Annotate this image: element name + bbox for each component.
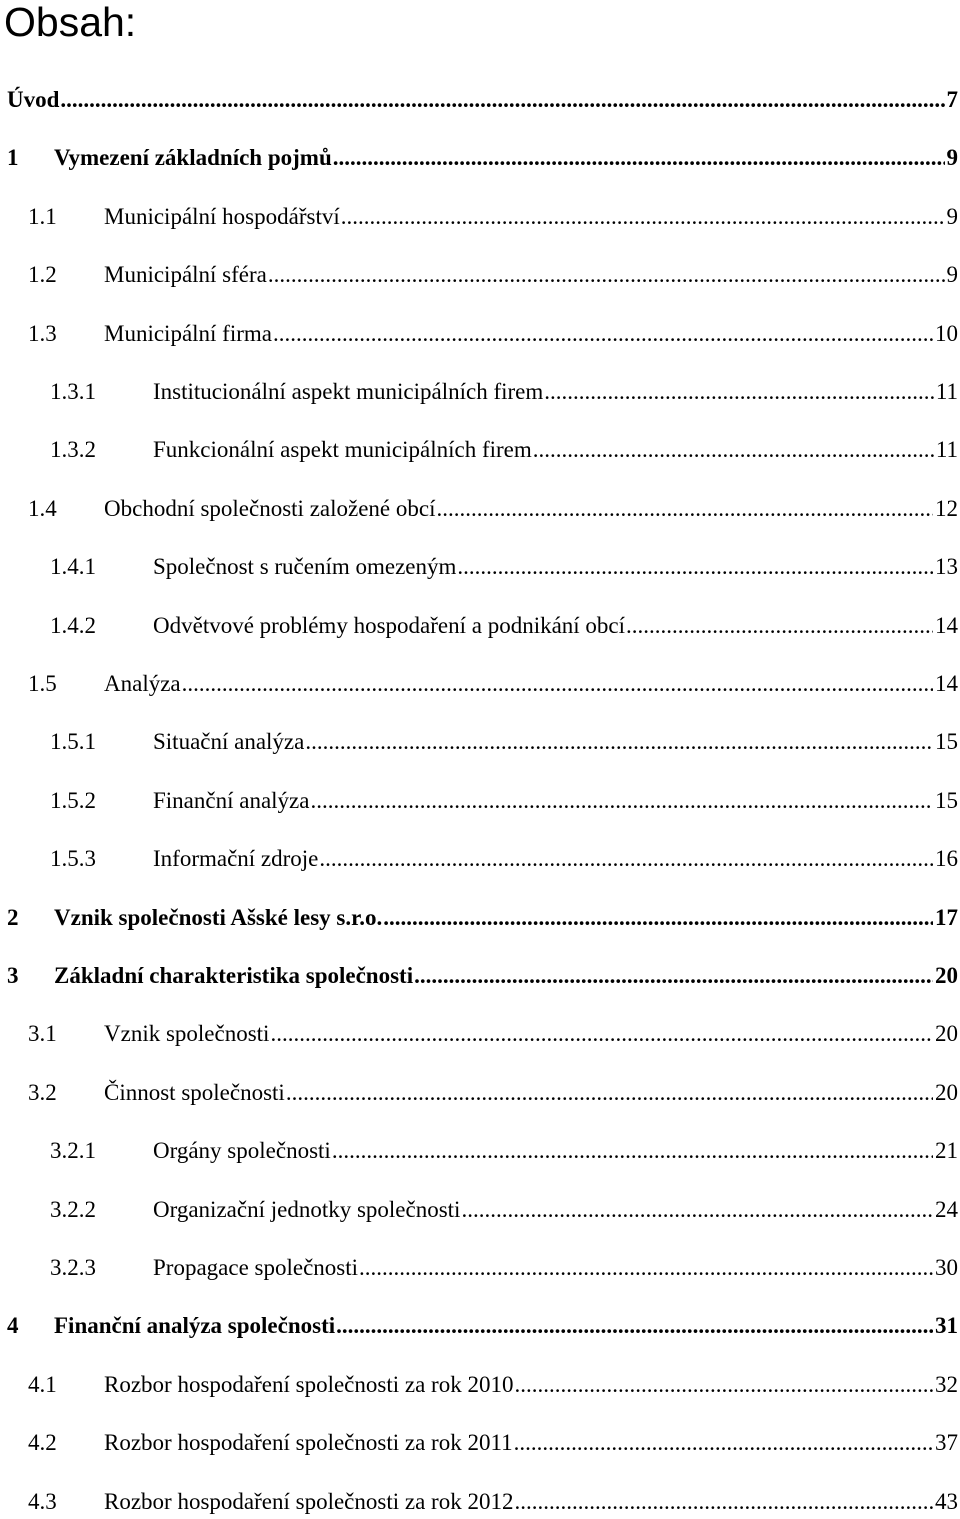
toc-entry-page-number: 11 [935,379,958,404]
toc-entry-number: 3.2 [28,1080,57,1105]
toc-dot-leader [182,669,933,699]
toc-dot-leader [533,435,934,465]
toc-dot-leader [270,1019,933,1049]
toc-entry-title: Vznik společnosti [104,1021,270,1046]
toc-entry-page-number: 20 [935,1021,958,1046]
toc-entry[interactable] [0,494,958,524]
toc-entry-page-number: 13 [935,554,958,579]
toc-entry-page-number: 10 [935,321,958,346]
toc-entry-number: 3.2.1 [50,1138,96,1163]
toc-entry[interactable] [0,1487,958,1517]
toc-entry-title: Odvětvové problémy hospodaření a podnikání obcí [153,613,626,638]
toc-entry-page-number: 9 [946,262,958,287]
toc-entry-number: 1.5.3 [50,846,96,871]
toc-dot-leader [341,202,945,232]
toc-dot-leader [359,1253,933,1283]
toc-entry-page-number: 14 [935,613,958,638]
toc-entry[interactable] [0,1311,958,1341]
toc-entry-title: Obchodní společnosti založené obcí [104,496,436,521]
toc-entry-page-number: 11 [935,437,958,462]
toc-entry[interactable] [0,435,958,465]
toc-entry-number: 3.1 [28,1021,57,1046]
toc-entry[interactable] [0,143,958,173]
toc-entry-number: 1.4.2 [50,613,96,638]
toc-entry-title: Analýza [104,671,181,696]
toc-entry-title: Municipální firma [104,321,272,346]
toc-entry-title: Finanční analýza [153,788,310,813]
toc-entry-title: Rozbor hospodaření společnosti za rok 2011 [104,1430,513,1455]
toc-entry[interactable] [0,1195,958,1225]
toc-entry-number: 4 [7,1313,19,1338]
toc-entry-page-number: 14 [935,671,958,696]
toc-entry-title: Municipální sféra [104,262,267,287]
toc-dot-leader [514,1428,933,1458]
toc-entry[interactable] [0,85,958,115]
toc-entry[interactable] [0,1370,958,1400]
toc-entry-number: 4.2 [28,1430,57,1455]
toc-entry[interactable] [0,1253,958,1283]
toc-entry-number: 1 [7,145,19,170]
toc-entry-number: 1.3 [28,321,57,346]
toc-entry-page-number: 43 [935,1489,958,1514]
toc-entry-title: Orgány společnosti [153,1138,331,1163]
toc-entry[interactable] [0,377,958,407]
toc-entry[interactable] [0,1019,958,1049]
toc-dot-leader [333,143,945,173]
toc-entry[interactable] [0,1428,958,1458]
toc-entry-title: Finanční analýza společnosti [54,1313,336,1338]
toc-entry-title: Úvod [7,87,60,112]
toc-entry[interactable] [0,727,958,757]
toc-entry-page-number: 16 [935,846,958,871]
toc-entry-number: 1.4.1 [50,554,96,579]
toc-dot-leader [286,1078,933,1108]
toc-entry-title: Vznik společnosti Ašské lesy s.r.o. [54,905,383,930]
toc-entry[interactable] [0,319,958,349]
toc-entry-page-number: 17 [935,905,958,930]
toc-entry[interactable] [0,903,958,933]
toc-entry-number: 1.1 [28,204,57,229]
toc-entry-page-number: 20 [935,963,958,988]
toc-dot-leader [514,1487,933,1517]
toc-dot-leader [626,611,933,641]
toc-entry-title: Činnost společnosti [104,1080,285,1105]
toc-entry-title: Základní charakteristika společnosti [54,963,414,988]
toc-dot-leader [414,961,933,991]
toc-entry[interactable] [0,552,958,582]
toc-entry-title: Rozbor hospodaření společnosti za rok 2010 [104,1372,514,1397]
toc-dot-leader [273,319,933,349]
toc-entry-page-number: 15 [935,729,958,754]
toc-dot-leader [457,552,933,582]
toc-dot-leader [514,1370,933,1400]
toc-entry-page-number: 12 [935,496,958,521]
toc-entry-number: 3.2.2 [50,1197,96,1222]
toc-dot-leader [383,903,933,933]
toc-entry-page-number: 37 [935,1430,958,1455]
toc-entry[interactable] [0,202,958,232]
toc-entry-title: Informační zdroje [153,846,319,871]
toc-entry-title: Situační analýza [153,729,305,754]
toc-entry-title: Rozbor hospodaření společnosti za rok 2012 [104,1489,514,1514]
toc-entry-page-number: 7 [946,87,958,112]
toc-dot-leader [319,844,933,874]
toc-dot-leader [60,85,944,115]
toc-entry[interactable] [0,786,958,816]
toc-entry-number: 1.4 [28,496,57,521]
toc-entry[interactable] [0,669,958,699]
toc-entry-page-number: 21 [935,1138,958,1163]
toc-entry-page-number: 20 [935,1080,958,1105]
toc-entry-title: Institucionální aspekt municipálních firem [153,379,544,404]
toc-entry-number: 4.1 [28,1372,57,1397]
toc-entry-title: Funkcionální aspekt municipálních firem [153,437,532,462]
toc-entry-page-number: 9 [946,145,958,170]
toc-entry[interactable] [0,844,958,874]
toc-entry-page-number: 31 [935,1313,958,1338]
toc-entry-page-number: 30 [935,1255,958,1280]
toc-entry-number: 1.3.1 [50,379,96,404]
toc-entry-title: Organizační jednotky společnosti [153,1197,461,1222]
toc-entry[interactable] [0,611,958,641]
toc-dot-leader [461,1195,933,1225]
toc-entry-title: Municipální hospodářství [104,204,340,229]
toc-dot-leader [268,260,945,290]
toc-entry-number: 4.3 [28,1489,57,1514]
toc-dot-leader [544,377,934,407]
toc-entry-page-number: 32 [935,1372,958,1397]
toc-dot-leader [332,1136,933,1166]
toc-entry-page-number: 15 [935,788,958,813]
toc-entry-number: 1.3.2 [50,437,96,462]
toc-entry[interactable] [0,1078,958,1108]
toc-entry-number: 1.5 [28,671,57,696]
toc-entry-title: Propagace společnosti [153,1255,359,1280]
toc-dot-leader [310,786,933,816]
toc-entry[interactable] [0,260,958,290]
toc-entry-page-number: 24 [935,1197,958,1222]
toc-dot-leader [436,494,933,524]
toc-entry-title: Společnost s ručením omezeným [153,554,457,579]
toc-entry[interactable] [0,961,958,991]
toc-entry-number: 3.2.3 [50,1255,96,1280]
toc-dot-leader [336,1311,933,1341]
toc-entry[interactable] [0,1136,958,1166]
toc-entry-number: 3 [7,963,19,988]
toc-dot-leader [305,727,933,757]
toc-entry-page-number: 9 [946,204,958,229]
toc-entry-number: 2 [7,905,19,930]
toc-entry-number: 1.2 [28,262,57,287]
toc-entry-number: 1.5.2 [50,788,96,813]
page-title: Obsah: [4,0,137,45]
toc-entry-title: Vymezení základních pojmů [54,145,332,170]
toc-entry-number: 1.5.1 [50,729,96,754]
